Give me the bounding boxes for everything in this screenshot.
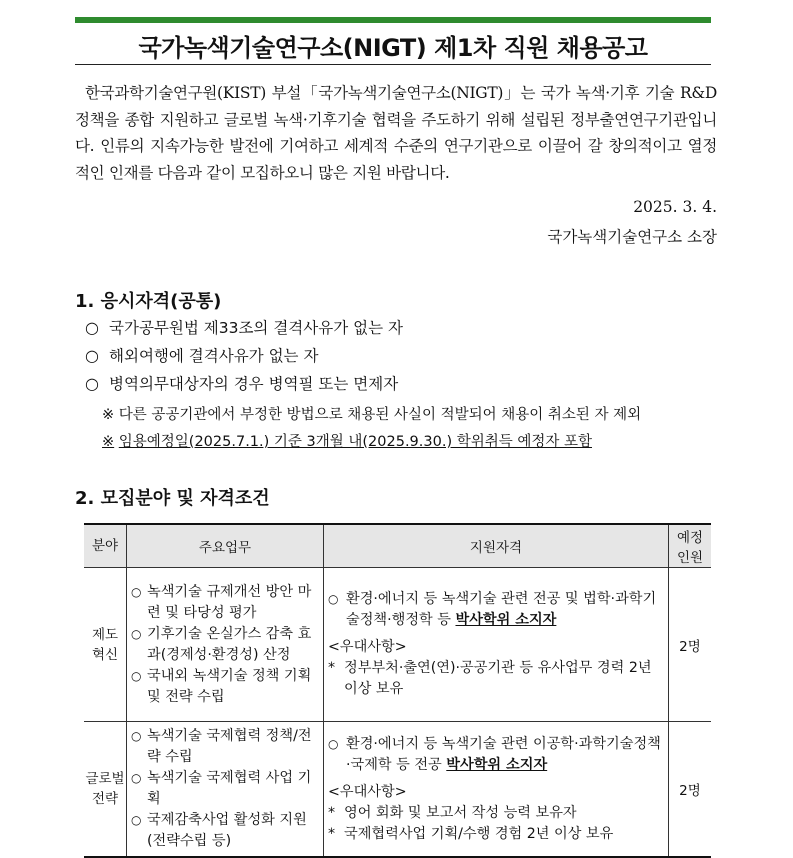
header-qualification: 지원자격	[324, 524, 669, 568]
duty-item: ○ 녹색기술 규제개선 방안 마련 및 타당성 평가	[131, 582, 319, 624]
circle-bullet-icon: ○	[131, 668, 142, 683]
circle-bullet-icon: ○	[85, 318, 99, 337]
note-item: ※ 다른 공공기관에서 부정한 방법으로 채용된 사실이 적발되어 채용이 취소된 자 제외	[102, 407, 642, 423]
header-headcount: 예정 인원	[669, 524, 712, 568]
qualification-main: ○ 환경·에너지 등 녹색기술 관련 이공학·과학기술정책·국제학 등 전공 박사학위 소지자	[328, 734, 664, 776]
title-accent-bar	[75, 17, 711, 23]
circle-bullet-icon: ○	[328, 592, 339, 606]
list-item: ○ 병역의무대상자의 경우 병역필 또는 면제자	[85, 373, 403, 401]
section1-heading: 1. 응시자격(공통)	[75, 291, 222, 312]
circle-bullet-icon: ○	[85, 374, 99, 393]
preference-item: * 국제협력사업 기획/수행 경험 2년 이상 보유	[328, 824, 664, 845]
header-field: 분야	[84, 524, 127, 568]
duty-item: ○ 녹색기술 국제협력 사업 기획	[131, 768, 319, 810]
circle-bullet-icon: ○	[131, 771, 142, 785]
headcount-cell: 2명	[669, 568, 712, 722]
circle-bullet-icon: ○	[328, 736, 339, 751]
preference-label: <우대사항>	[328, 639, 407, 655]
list-item: ○ 해외여행에 결격사유가 없는 자	[85, 345, 403, 373]
degree-requirement: 박사학위 소지자	[446, 756, 548, 773]
header-duty: 주요업무	[127, 524, 324, 568]
signer: 국가녹색기술연구소 소장	[547, 228, 717, 246]
table-row	[84, 722, 711, 858]
page-title: 국가녹색기술연구소(NIGT) 제1차 직원 채용공고	[138, 34, 648, 62]
note-mark-icon: ※	[102, 407, 115, 423]
preference-item: * 정부부처·출연(연)·공공기관 등 유사업무 경력 2년 이상 보유	[328, 658, 664, 700]
star-bullet-icon: *	[328, 825, 336, 842]
headcount-cell: 2명	[669, 722, 712, 858]
duty-item: ○ 녹색기술 국제협력 정책/전략 수립	[131, 726, 319, 768]
table-header-row	[84, 524, 711, 568]
list-item: ○ 국가공무원법 제33조의 결격사유가 없는 자	[85, 317, 403, 345]
field-cell: 글로벌 전략	[84, 722, 127, 858]
note-item: ※ 임용예정일(2025.7.1.) 기준 3개월 내(2025.9.30.) 학위취득 예정자 포함	[102, 434, 592, 450]
intro-paragraph: 한국과학기술연구원(KIST) 부설「국가녹색기술연구소(NIGT)」는 국가 녹색·기후 기술 R&D 정책을 종합 지원하고 글로벌 녹색·기후기술 협력을 주도하기 위해 설립된 정부출연연구기관입니다. 인류의 지속가능한 발전에 기여하고 세계적 수준의 연구기관으로 이끌어 갈 창의적이고 열정적인 인재를 다음과 같이 모집하오니 많은 지원 바랍니다.	[75, 84, 717, 182]
circle-bullet-icon: ○	[131, 813, 142, 827]
table-row	[84, 568, 711, 722]
announcement-date: 2025. 3. 4.	[633, 198, 717, 216]
circle-bullet-icon: ○	[85, 346, 99, 365]
duty-item: ○ 국제감축사업 활성화 지원(전략수립 등)	[131, 810, 319, 852]
duty-cell	[127, 568, 324, 722]
preference-label: <우대사항>	[328, 783, 407, 800]
qualification-cell	[324, 722, 669, 858]
star-bullet-icon: *	[328, 660, 336, 676]
duty-cell	[127, 722, 324, 858]
title-divider	[75, 64, 711, 65]
circle-bullet-icon: ○	[131, 584, 142, 599]
section2-heading: 2. 모집분야 및 자격조건	[75, 488, 270, 509]
notes	[102, 404, 641, 458]
note-mark-icon: ※	[102, 434, 115, 450]
star-bullet-icon: *	[328, 804, 336, 821]
degree-requirement: 박사학위 소지자	[455, 612, 557, 628]
qualification-list	[85, 317, 403, 401]
duty-item: ○ 국내외 녹색기술 정책 기획 및 전략 수립	[131, 666, 319, 708]
circle-bullet-icon: ○	[131, 626, 142, 641]
recruitment-table	[84, 523, 711, 858]
circle-bullet-icon: ○	[131, 729, 142, 743]
qualification-cell	[324, 568, 669, 722]
duty-item: ○ 기후기술 온실가스 감축 효과(경제성·환경성) 산정	[131, 624, 319, 666]
field-cell: 제도 혁신	[84, 568, 127, 722]
qualification-main: ○ 환경·에너지 등 녹색기술 관련 전공 및 법학·과학기술정책·행정학 등 박사학위 소지자	[328, 589, 664, 631]
preference-item: * 영어 회화 및 보고서 작성 능력 보유자	[328, 803, 664, 824]
